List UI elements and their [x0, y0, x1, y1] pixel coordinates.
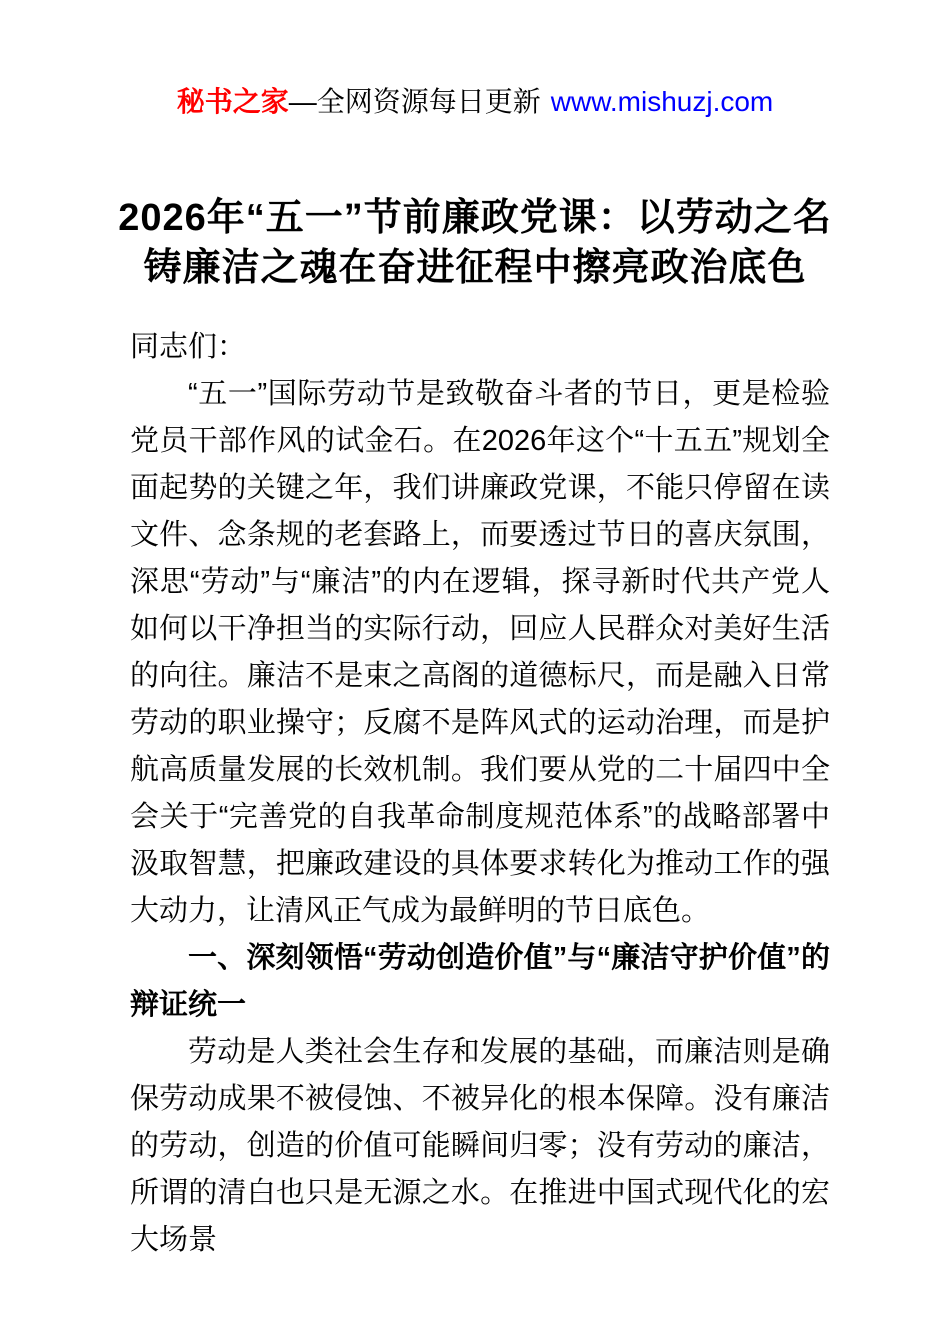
- paragraph: 同志们：: [130, 331, 247, 363]
- paragraph: 劳动是人类社会生存和发展的基础，而廉洁则是确保劳动成果不被侵蚀、不被异化的根本保障。没有廉洁的劳动，创造的价值可能瞬间归零；没有劳动的廉洁，所谓的清白也只是无源之水。在推进中国式现代化的宏大场景: [130, 1036, 830, 1256]
- document-body: [130, 324, 830, 1264]
- site-tagline: —全网资源每日更新: [288, 86, 541, 117]
- site-url-link[interactable]: www.mishuzj.com: [550, 86, 774, 117]
- paragraph: “五一”国际劳动节是致敬奋斗者的节日，更是检验党员干部作风的试金石。在2026年这个“十五五”规划全面起势的关键之年，我们讲廉政党课，不能只停留在读文件、念条规的老套路上，而要透过节日的喜庆氛围，深思“劳动”与“廉洁”的内在逻辑，探寻新时代共产党人如何以干净担当的实际行动，回应人民群众对美好生活的向往。廉洁不是束之高阁的道德标尺，而是融入日常劳动的职业操守；反腐不是阵风式的运动治理，而是护航高质量发展的长效机制。我们要从党的二十届四中全会关于“完善党的自我革命制度规范体系”的战略部署中汲取智慧，把廉政建设的具体要求转化为推动工作的强大动力，让清风正气成为最鲜明的节日底色。: [130, 378, 830, 927]
- site-header: [0, 84, 950, 120]
- section-heading: 一、深刻领悟“劳动创造价值”与“廉洁守护价值”的辩证统一: [130, 942, 830, 1021]
- site-brand: 秘书之家: [176, 86, 289, 117]
- document-title: 2026年“五一”节前廉政党课：以劳动之名铸廉洁之魂在奋进征程中擦亮政治底色: [118, 197, 832, 290]
